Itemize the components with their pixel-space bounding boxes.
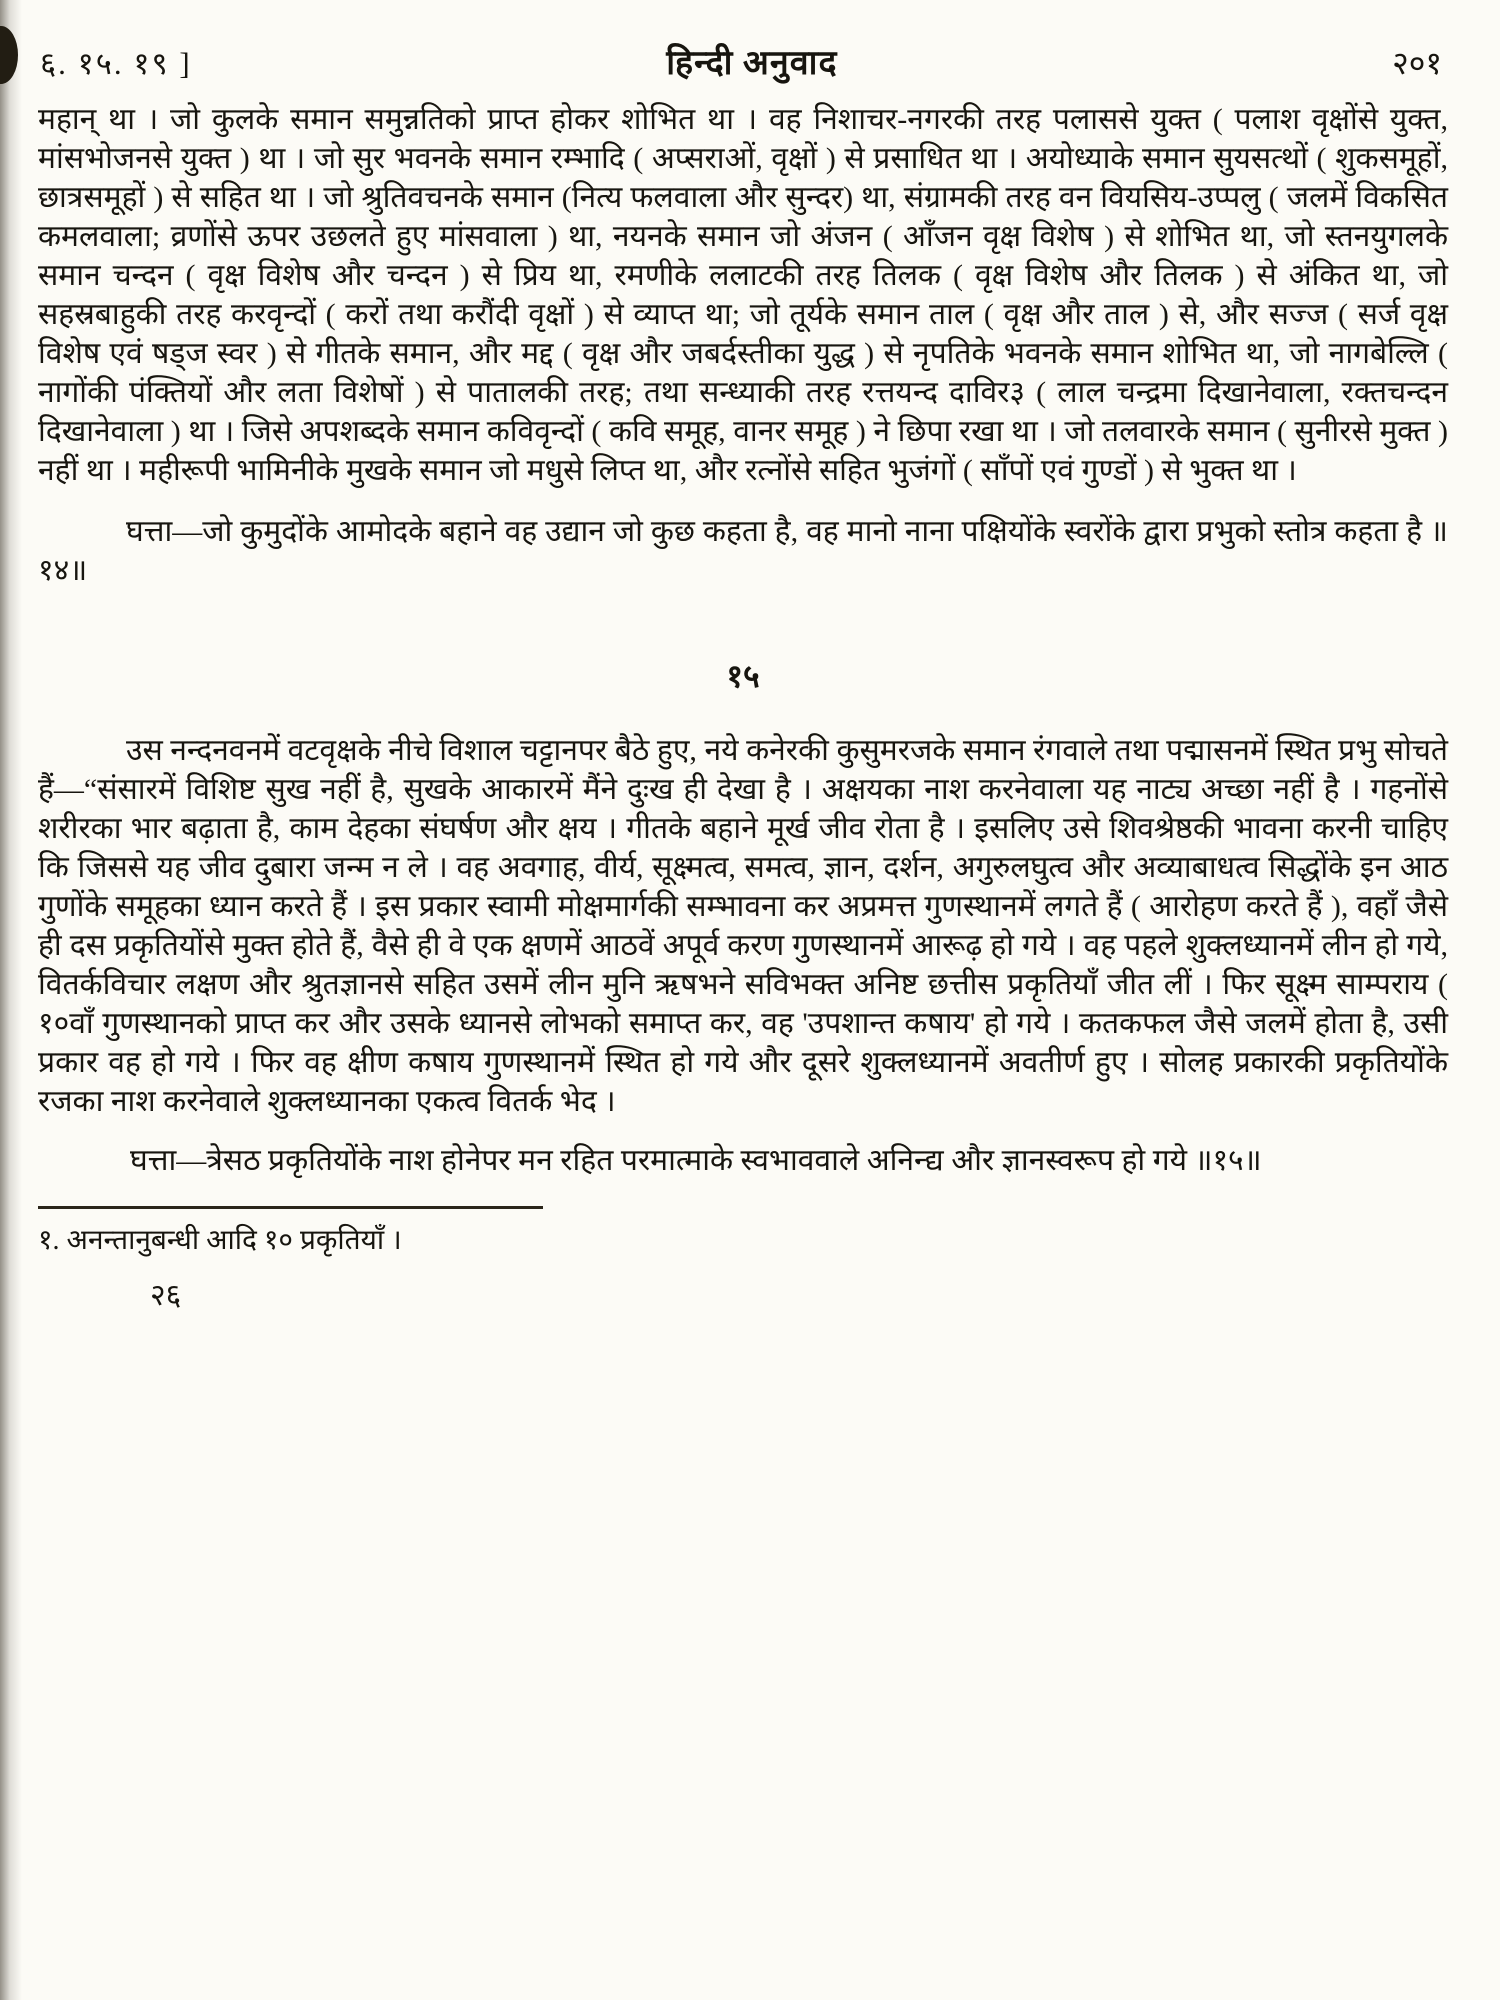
binding-shadow [0, 0, 22, 2000]
page-number: २०१ [1392, 45, 1442, 81]
footnote-area [38, 1206, 1448, 1314]
verse-reference: ६. १५. १९ ] [40, 46, 192, 81]
scan-artifact [0, 26, 18, 84]
gathering-signature-mark: २६ [150, 1279, 182, 1312]
footnote-text: १. अनन्तानुबन्धी आदि १० प्रकृतियाँ । [38, 1225, 402, 1256]
section-number-heading: १५ [726, 658, 760, 694]
translation-paragraph-14: महान् था । जो कुलके समान समुन्नतिको प्राप्त होकर शोभित था । वह निशाचर-नगरकी तरह पलाससे युक्त ( पलाश वृक्षोंसे युक्त, मांसभोजनसे युक्त ) था । जो सुर भवनके समान रम्भादि ( अप्सराओं, वृक्षों ) से प्रसाधित था । अयोध्याके समान सुयसत्थों ( शुकसमूहों, छात्रसमूहों ) से सहित था । जो श्रुतिवचनके समान (नित्य फलवाला और सुन्दर) था, संग्रामकी तरह वन वियसिय-उप्पलु ( जलमें विकसित कमलवाला; व्रणोंसे ऊपर उछलते हुए मांसवाला ) था, नयनके समान जो अंजन ( आँजन वृक्ष विशेष ) से शोभित था, जो स्तनयुगलके समान चन्दन ( वृक्ष विशेष और चन्दन ) से प्रिय था, रमणीके ललाटकी तरह तिलक ( वृक्ष विशेष और तिलक ) से अंकित था, जो सहस्रबाहुकी तरह करवृन्दों ( करों तथा करौंदी वृक्षों ) से व्याप्त था; जो तूर्यके समान ताल ( वृक्ष और ताल ) से, और सज्ज ( सर्ज वृक्ष विशेष एवं षड्ज स्वर ) से गीतके समान, और मद्द ( वृक्ष और जबर्दस्तीका युद्ध ) से नृपतिके भवनके समान शोभित था, जो नागबेल्लि ( नागोंकी पंक्तियों और लता विशेषों ) से पातालकी तरह; तथा सन्ध्याकी तरह रत्तयन्द दाविर३ ( लाल चन्द्रमा दिखानेवाला, रक्तचन्दन दिखानेवाला ) था । जिसे अपशब्दके समान कविवृन्दों ( कवि समूह, वानर समूह ) ने छिपा रखा था । जो तलवारके समान ( सुनीरसे मुक्त ) नहीं था । महीरूपी भामिनीके मुखके समान जो मधुसे लिप्त था, और रत्नोंसे सहित भुजंगों ( साँपों एवं गुण्डों ) से भुक्त था । [38, 103, 1448, 487]
ghatta-verse-15: घत्ता—त्रेसठ प्रकृतियोंके नाश होनेपर मन रहित परमात्माके स्वभाववाले अनिन्द्य और ज्ञानस्वरूप हो गये ॥१५॥ [130, 1144, 1262, 1177]
running-title: हिन्दी अनुवाद [666, 45, 838, 82]
page-header [40, 38, 1442, 84]
translation-paragraph-15: उस नन्दनवनमें वटवृक्षके नीचे विशाल चट्टानपर बैठे हुए, नये कनेरकी कुसुमरजके समान रंगवाले तथा पद्मासनमें स्थित प्रभु सोचते हैं—“संसारमें विशिष्ट सुख नहीं है, सुखके आकारमें मैंने दुःख ही देखा है । अक्षयका नाश करनेवाला यह नाट्य अच्छा नहीं है । गहनोंसे शरीरका भार बढ़ाता है, काम देहका संघर्षण और क्षय । गीतके बहाने मूर्ख जीव रोता है । इसलिए उसे शिवश्रेष्ठकी भावना करनी चाहिए कि जिससे यह जीव दुबारा जन्म न ले । वह अवगाह, वीर्य, सूक्ष्मत्व, समत्व, ज्ञान, दर्शन, अगुरुलघुत्व और अव्याबाधत्व सिद्धोंके इन आठ गुणोंके समूहका ध्यान करते हैं । इस प्रकार स्वामी मोक्षमार्गकी सम्भावना कर अप्रमत्त गुणस्थानमें लगते हैं ( आरोहण करते हैं ), वहाँ जैसे ही दस प्रकृतियोंसे मुक्त होते हैं, वैसे ही वे एक क्षणमें आठवें अपूर्व करण गुणस्थानमें आरूढ़ हो गये । वह पहले शुक्लध्यानमें लीन हो गये, वितर्कविचार लक्षण और श्रुतज्ञानसे सहित उसमें लीन मुनि ऋषभने सविभक्त अनिष्ट छत्तीस प्रकृतियाँ जीत लीं । फिर सूक्ष्म साम्पराय ( १०वाँ गुणस्थानको प्राप्त कर और उसके ध्यानसे लोभको समाप्त कर, वह 'उपशान्त कषाय' हो गये । कतकफल जैसे जलमें होता है, उसी प्रकार वह हो गये । फिर वह क्षीण कषाय गुणस्थानमें स्थित हो गये और दूसरे शुक्लध्यानमें अवतीर्ण हुए । सोलह प्रकारकी प्रकृतियोंके रजका नाश करनेवाले शुक्लध्यानका एकत्व वितर्क भेद । [38, 734, 1448, 1118]
footnote-divider [38, 1206, 543, 1209]
ghatta-verse-14: घत्ता—जो कुमुदोंके आमोदके बहाने वह उद्यान जो कुछ कहता है, वह मानो नाना पक्षियोंके स्वरोंके द्वारा प्रभुको स्तोत्र कहता है ॥१४॥ [38, 515, 1448, 587]
page-body [38, 100, 1448, 1314]
